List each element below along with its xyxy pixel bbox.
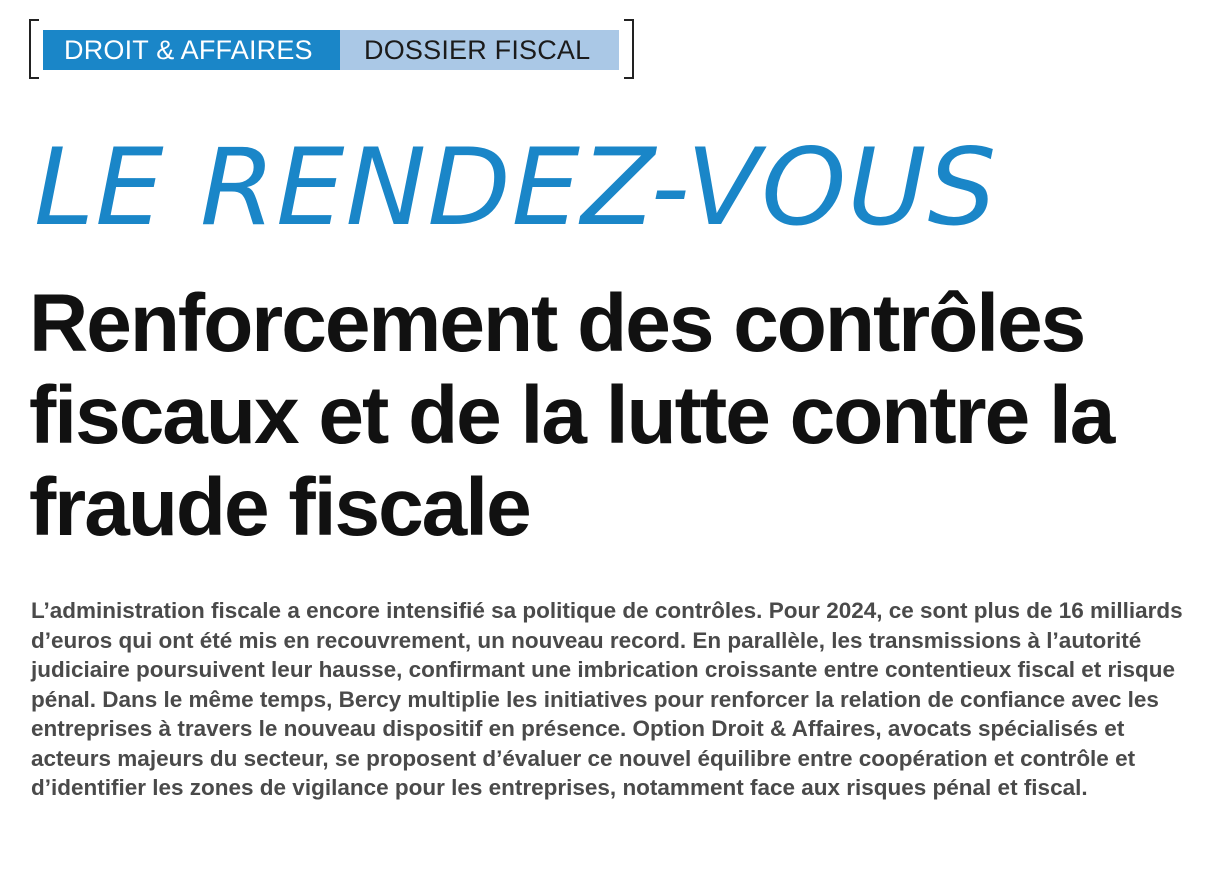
kicker-title: LE RENDEZ-VOUS <box>34 126 998 249</box>
article-headline: Renforcement des contrôles fiscaux et de la lutte contre la fraude fiscale <box>29 278 1114 553</box>
bracket-left <box>29 19 39 79</box>
section-tags <box>43 30 619 70</box>
bracket-right <box>624 19 634 79</box>
dossier-tag: DOSSIER FISCAL <box>340 30 619 70</box>
article-intro: L’administration fiscale a encore intensifié sa politique de contrôles. Pour 2024, ce sont plus de 16 milliards d’euros qui ont été mis en recouvrement, un nouveau record. En parallèle, les transmissions à l’autorité judiciaire poursuivent leur hausse, confirmant une imbrication croissante entre contentieux fiscal et risque pénal. Dans le même temps, Bercy multiplie les initiatives pour renforcer la relation de confiance avec les entreprises à travers le nouveau dispositif en présence. Option Droit & Affaires, avocats spécialisés et acteurs majeurs du secteur, se proposent d’évaluer ce nouvel équilibre entre coopération et contrôle et d’identifier les zones de vigilance pour les entreprises, notamment face aux risques pénal et fiscal. <box>31 598 1183 800</box>
section-tag: DROIT & AFFAIRES <box>43 30 340 70</box>
